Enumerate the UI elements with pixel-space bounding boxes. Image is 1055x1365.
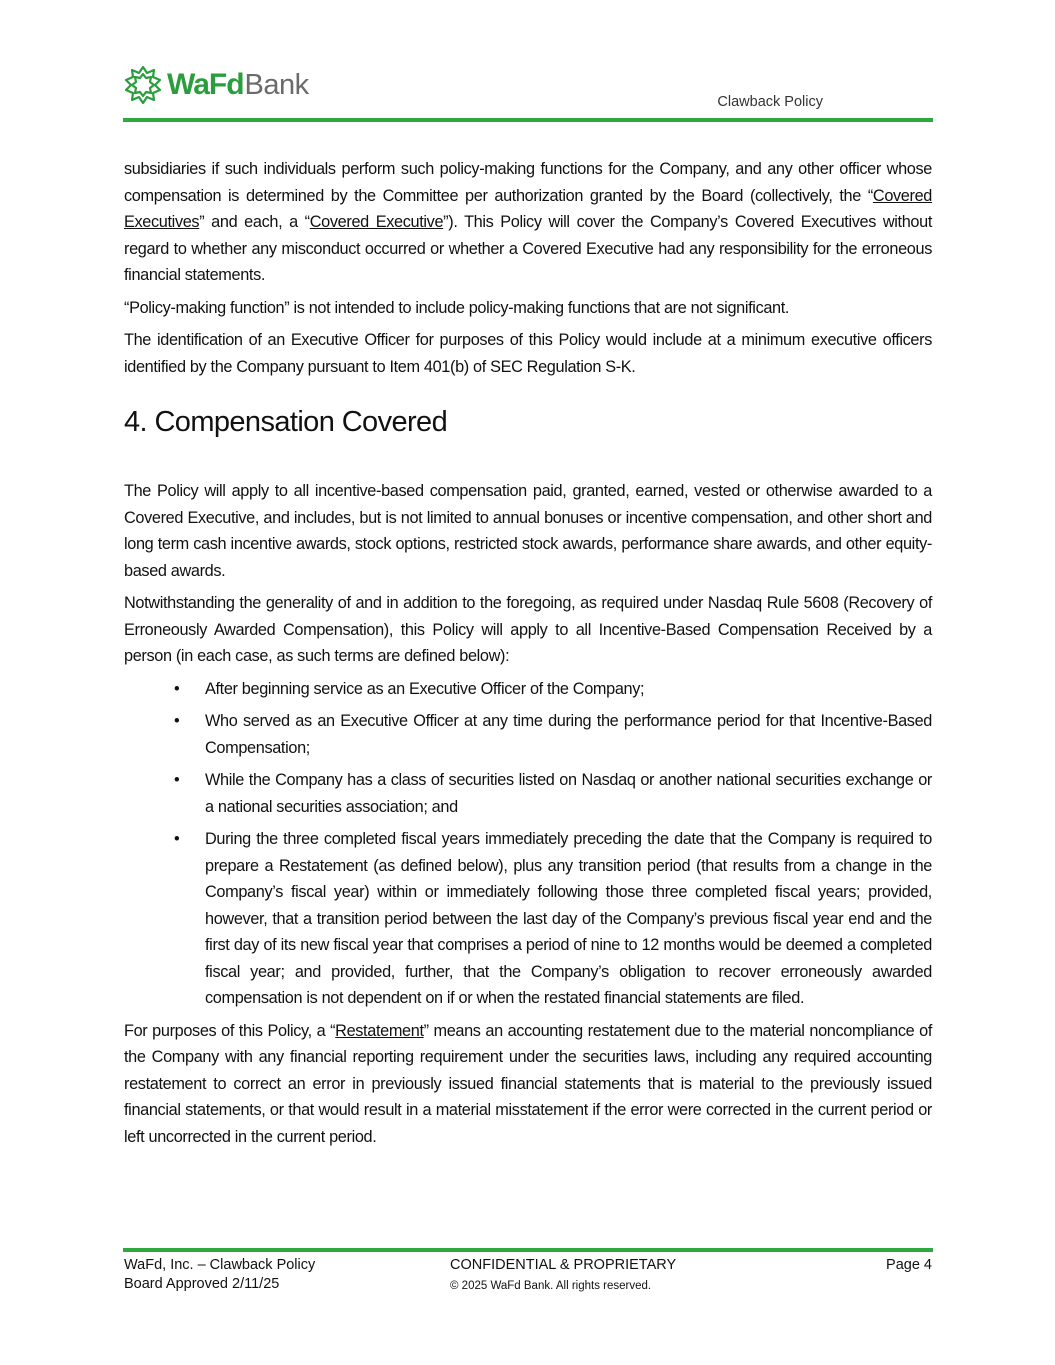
paragraph-text: ” and each, a “	[199, 213, 310, 231]
defined-term-covered-executive: Covered Executive	[309, 213, 444, 231]
footer-copyright: © 2025 WaFd Bank. All rights reserved.	[450, 1280, 652, 1292]
list-item-text: Who served as an Executive Officer at any time during the performance period for that Incentive-Based Compensation;	[205, 712, 932, 757]
page-header	[123, 62, 933, 122]
paragraph-text: ” means an accounting restatement due to the material noncompliance of the Company with any financial reporting requirement under the securities laws, including any required accounting restatement to correct an error in previously issued financial statements that is material to the previously issued financial statements, or that would result in a material misstatement if the error were corrected in the current period or left uncorrected in the current period.	[124, 1021, 932, 1146]
paragraph-text: subsidiaries if such individuals perform such policy-making functions for the Company, and any other officer whose compensation is determined by the Committee per authorization granted by the Board (collectively, the “	[124, 160, 932, 205]
document-body	[124, 156, 932, 1156]
paragraph-executive-officer-identification: The identification of an Executive Officer for purposes of this Policy would include at a minimum executive officers identified by the Company pursuant to Item 401(b) of SEC Regulation S-K.	[124, 331, 932, 376]
paragraph-incentive-compensation: The Policy will apply to all incentive-based compensation paid, granted, earned, vested or otherwise awarded to a Covered Executive, and includes, but is not limited to annual bonuses or incentive compensation, and other short and long term cash incentive awards, stock options, restricted stock awards, performance share awards, and other equity-based awards.	[124, 482, 932, 580]
footer-center	[450, 1256, 676, 1292]
paragraph-policy-making-function: “Policy-making function” is not intended to include policy-making functions that are not significant.	[124, 298, 790, 317]
defined-term-restatement: Restatement	[335, 1021, 424, 1040]
paragraph-text: ”). This Policy will cover the Company’s Covered Executives without regard to whether any misconduct occurred or whether a Covered Executive had any responsibility for the erroneous financial statements.	[124, 213, 933, 284]
footer-document-name: WaFd, Inc. – Clawback Policy	[124, 1257, 316, 1273]
bullet-icon: •	[174, 771, 180, 789]
footer-approval-date: Board Approved 2/11/25	[124, 1276, 280, 1292]
logo-wordmark-bank: Bank	[244, 68, 309, 101]
wafd-bank-logo	[123, 64, 309, 106]
bullet-list	[124, 676, 932, 1012]
list-item	[124, 826, 932, 1012]
logo-wordmark-wafd: WaFd	[167, 68, 244, 101]
footer-divider	[123, 1248, 933, 1252]
header-document-title: Clawback Policy	[717, 94, 823, 110]
paragraph-covered-executives	[124, 156, 932, 289]
list-item	[124, 676, 932, 703]
wafd-star-logo-icon	[123, 64, 163, 106]
list-item	[124, 767, 932, 820]
bullet-icon: •	[174, 712, 180, 730]
defined-term-covered-executives: Covered Executives	[124, 186, 932, 231]
paragraph-text: For purposes of this Policy, a “	[124, 1021, 336, 1040]
footer-confidential-label: CONFIDENTIAL & PROPRIETARY	[450, 1257, 677, 1273]
bullet-icon: •	[174, 679, 180, 698]
section-heading-compensation-covered: 4. Compensation Covered	[124, 406, 448, 438]
header-divider	[123, 118, 933, 122]
paragraph-restatement-definition	[124, 1018, 932, 1151]
paragraph-nasdaq-rule: Notwithstanding the generality of and in addition to the foregoing, as required under Nasdaq Rule 5608 (Recovery of Erroneously Awarded Compensation), this Policy will apply to all Incentive-Based Compensation Received by a person (in each case, as such terms are defined below):	[124, 594, 932, 665]
list-item	[124, 708, 932, 761]
list-item-text: During the three completed fiscal years immediately preceding the date that the Company is required to prepare a Restatement (as defined below), plus any transition period (that results from a change in the Company’s fiscal year) within or immediately following those three completed fiscal years; provided, however, that a transition period between the last day of the Company’s previous fiscal year end and the first day of its new fiscal year that comprises a period of nine to 12 months would be deemed a completed fiscal year; and provided, further, that the Company’s obligation to recover erroneously awarded compensation is not dependent on if or when the restated financial statements are filed.	[205, 830, 932, 1007]
list-item-text: While the Company has a class of securities listed on Nasdaq or another national securities exchange or a national securities association; and	[205, 771, 932, 816]
bullet-icon: •	[174, 830, 180, 848]
footer-left	[124, 1256, 315, 1294]
list-item-text: After beginning service as an Executive Officer of the Company;	[205, 679, 645, 698]
footer-page-number: Page 4	[886, 1257, 932, 1273]
